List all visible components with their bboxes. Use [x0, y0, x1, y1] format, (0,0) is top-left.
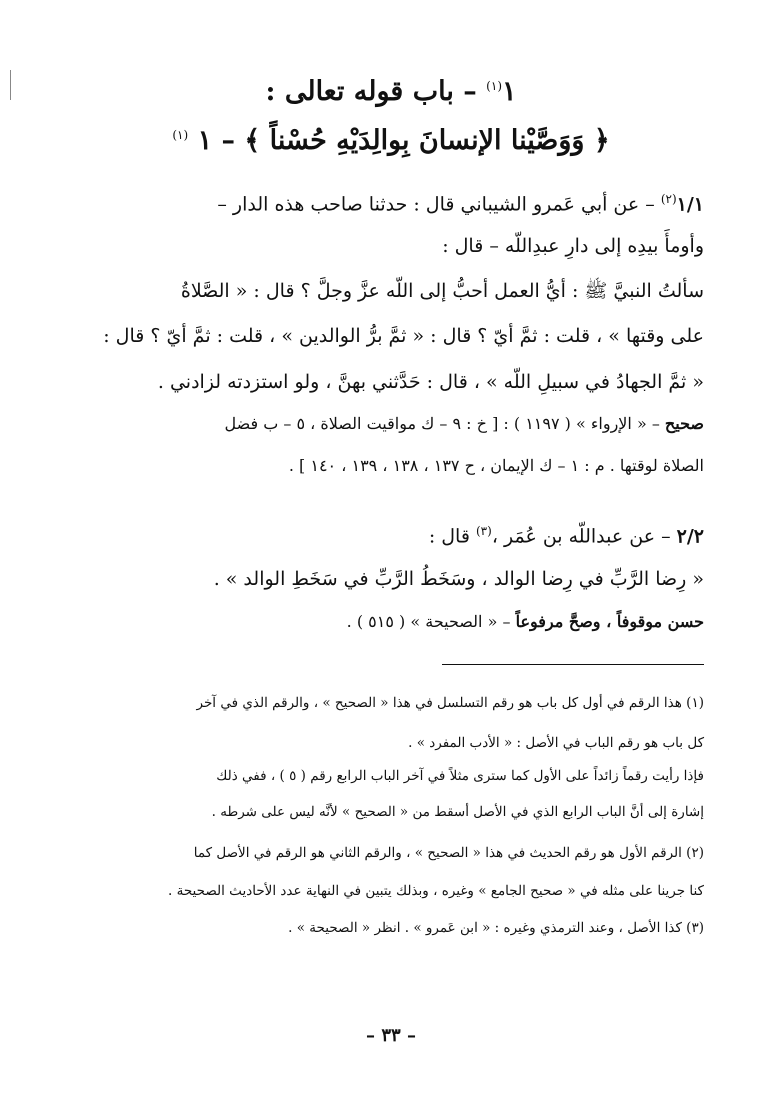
hadith1-source-line-1 — [78, 416, 704, 432]
hadith2-line-2: « رِضا الرَّبِّ في رِضا الوالد ، وسَخَطُ الرَّبِّ في سَخَطِ الوالد » . — [213, 568, 704, 590]
hadith2-line-1 — [78, 525, 704, 546]
hadith2-footnote-ref: (٣) — [475, 524, 492, 538]
chapter-verse-footnote-ref: (١) — [172, 128, 189, 142]
hadith1-line-4: على وقتها » ، قلت : ثمَّ أيّ ؟ قال : « ثمَّ برُّ الوالدين » ، قلت : ثمَّ أيّ ؟ قال : — [103, 325, 704, 347]
hadith1-footnote-ref: (٢) — [660, 192, 677, 206]
chapter-title-line-2 — [0, 127, 782, 154]
hadith1-source-text-1: – « الإرواء » ( ١١٩٧ ) : [ خ : ٩ – ك مواقيت الصلاة ، ٥ – ب فضل — [224, 414, 660, 433]
chapter-title-text: – باب قوله تعالى : — [265, 76, 477, 107]
hadith1-source-line-2: الصلاة لوقتها . م : ١ – ك الإيمان ، ح ١٣٧ ، ١٣٨ ، ١٣٩ ، ١٤٠ ] . — [288, 456, 704, 475]
hadith1-line-3: سألتُ النبيَّ ﷺ : أيُّ العمل أحبُّ إلى اللّه عزَّ وجلَّ ؟ قال : « الصَّلاةُ — [180, 280, 704, 302]
hadith2-grade: حسن موقوفاً ، وصحَّ مرفوعاً — [515, 612, 704, 631]
chapter-footnote-ref: (١) — [486, 79, 502, 93]
footnote-3-line-1: (٣) كذا الأصل ، وعند الترمذي وغيره : « ابن عَمرو » . انظر « الصحيحة » . — [288, 920, 704, 936]
hadith2-source-text: – « الصحيحة » ( ٥١٥ ) . — [346, 612, 511, 631]
hadith1-line-5: « ثمَّ الجهادُ في سبيلِ اللّه » ، قال : حَدَّثني بهنَّ ، ولو استزدته لزادني . — [157, 371, 704, 393]
hadith2-text-1a: – عن عبداللّه بن عُمَر ، — [491, 525, 671, 548]
hadith1-number: ١/١ — [676, 193, 704, 216]
footnote-2-line-2: كنا جرينا على مثله في « صحيح الجامع » وغيره ، وبذلك يتبين في النهاية عدد الأحاديث الصحيحة . — [168, 883, 704, 899]
hadith2-text-1b: قال : — [428, 525, 470, 548]
footnote-1-line-2: كل باب هو رقم الباب في الأصل : « الأدب المفرد » . — [408, 735, 704, 751]
footnote-1-line-3: فإذا رأيت رقماً زائداً على الأول كما سترى مثلاً في آخر الباب الرابع رقم ( ٥ ) ، ففي ذلك — [216, 768, 704, 784]
chapter-number: ١ — [502, 76, 517, 107]
hadith2-source-line — [78, 614, 704, 630]
chapter-title-line-1 — [0, 78, 782, 105]
page-number: – ٣٣ – — [366, 1025, 416, 1046]
footnote-1-line-4: إشارة إلى أنَّ الباب الرابع الذي في الأصل أسقط من « الصحيح » لأنَّه ليس على شرطه . — [211, 804, 704, 820]
footnote-1-line-1: (١) هذا الرقم في أول كل باب هو رقم التسلسل في هذا « الصحيح » ، والرقم الذي في آخر — [196, 695, 704, 711]
hadith1-line-1 — [78, 193, 704, 214]
chapter-verse-text: ﴿ وَوَصَّيْنا الإنسانَ بِوالِدَيْهِ حُسْناً ﴾ – ١ — [197, 125, 610, 156]
hadith1-text-1: – عن أبي عَمرو الشيباني قال : حدثنا صاحب هذه الدار – — [217, 193, 655, 216]
footnote-2-line-1: (٢) الرقم الأول هو رقم الحديث في هذا « الصحيح » ، والرقم الثاني هو الرقم في الأصل كما — [193, 845, 704, 861]
hadith1-grade: صحيح — [664, 414, 704, 433]
hadith2-number: ٢/٢ — [676, 525, 704, 548]
footnote-separator — [442, 664, 704, 665]
hadith1-line-2: وأومأَ بيدِه إلى دارِ عبدِاللّه – قال : — [442, 235, 704, 257]
